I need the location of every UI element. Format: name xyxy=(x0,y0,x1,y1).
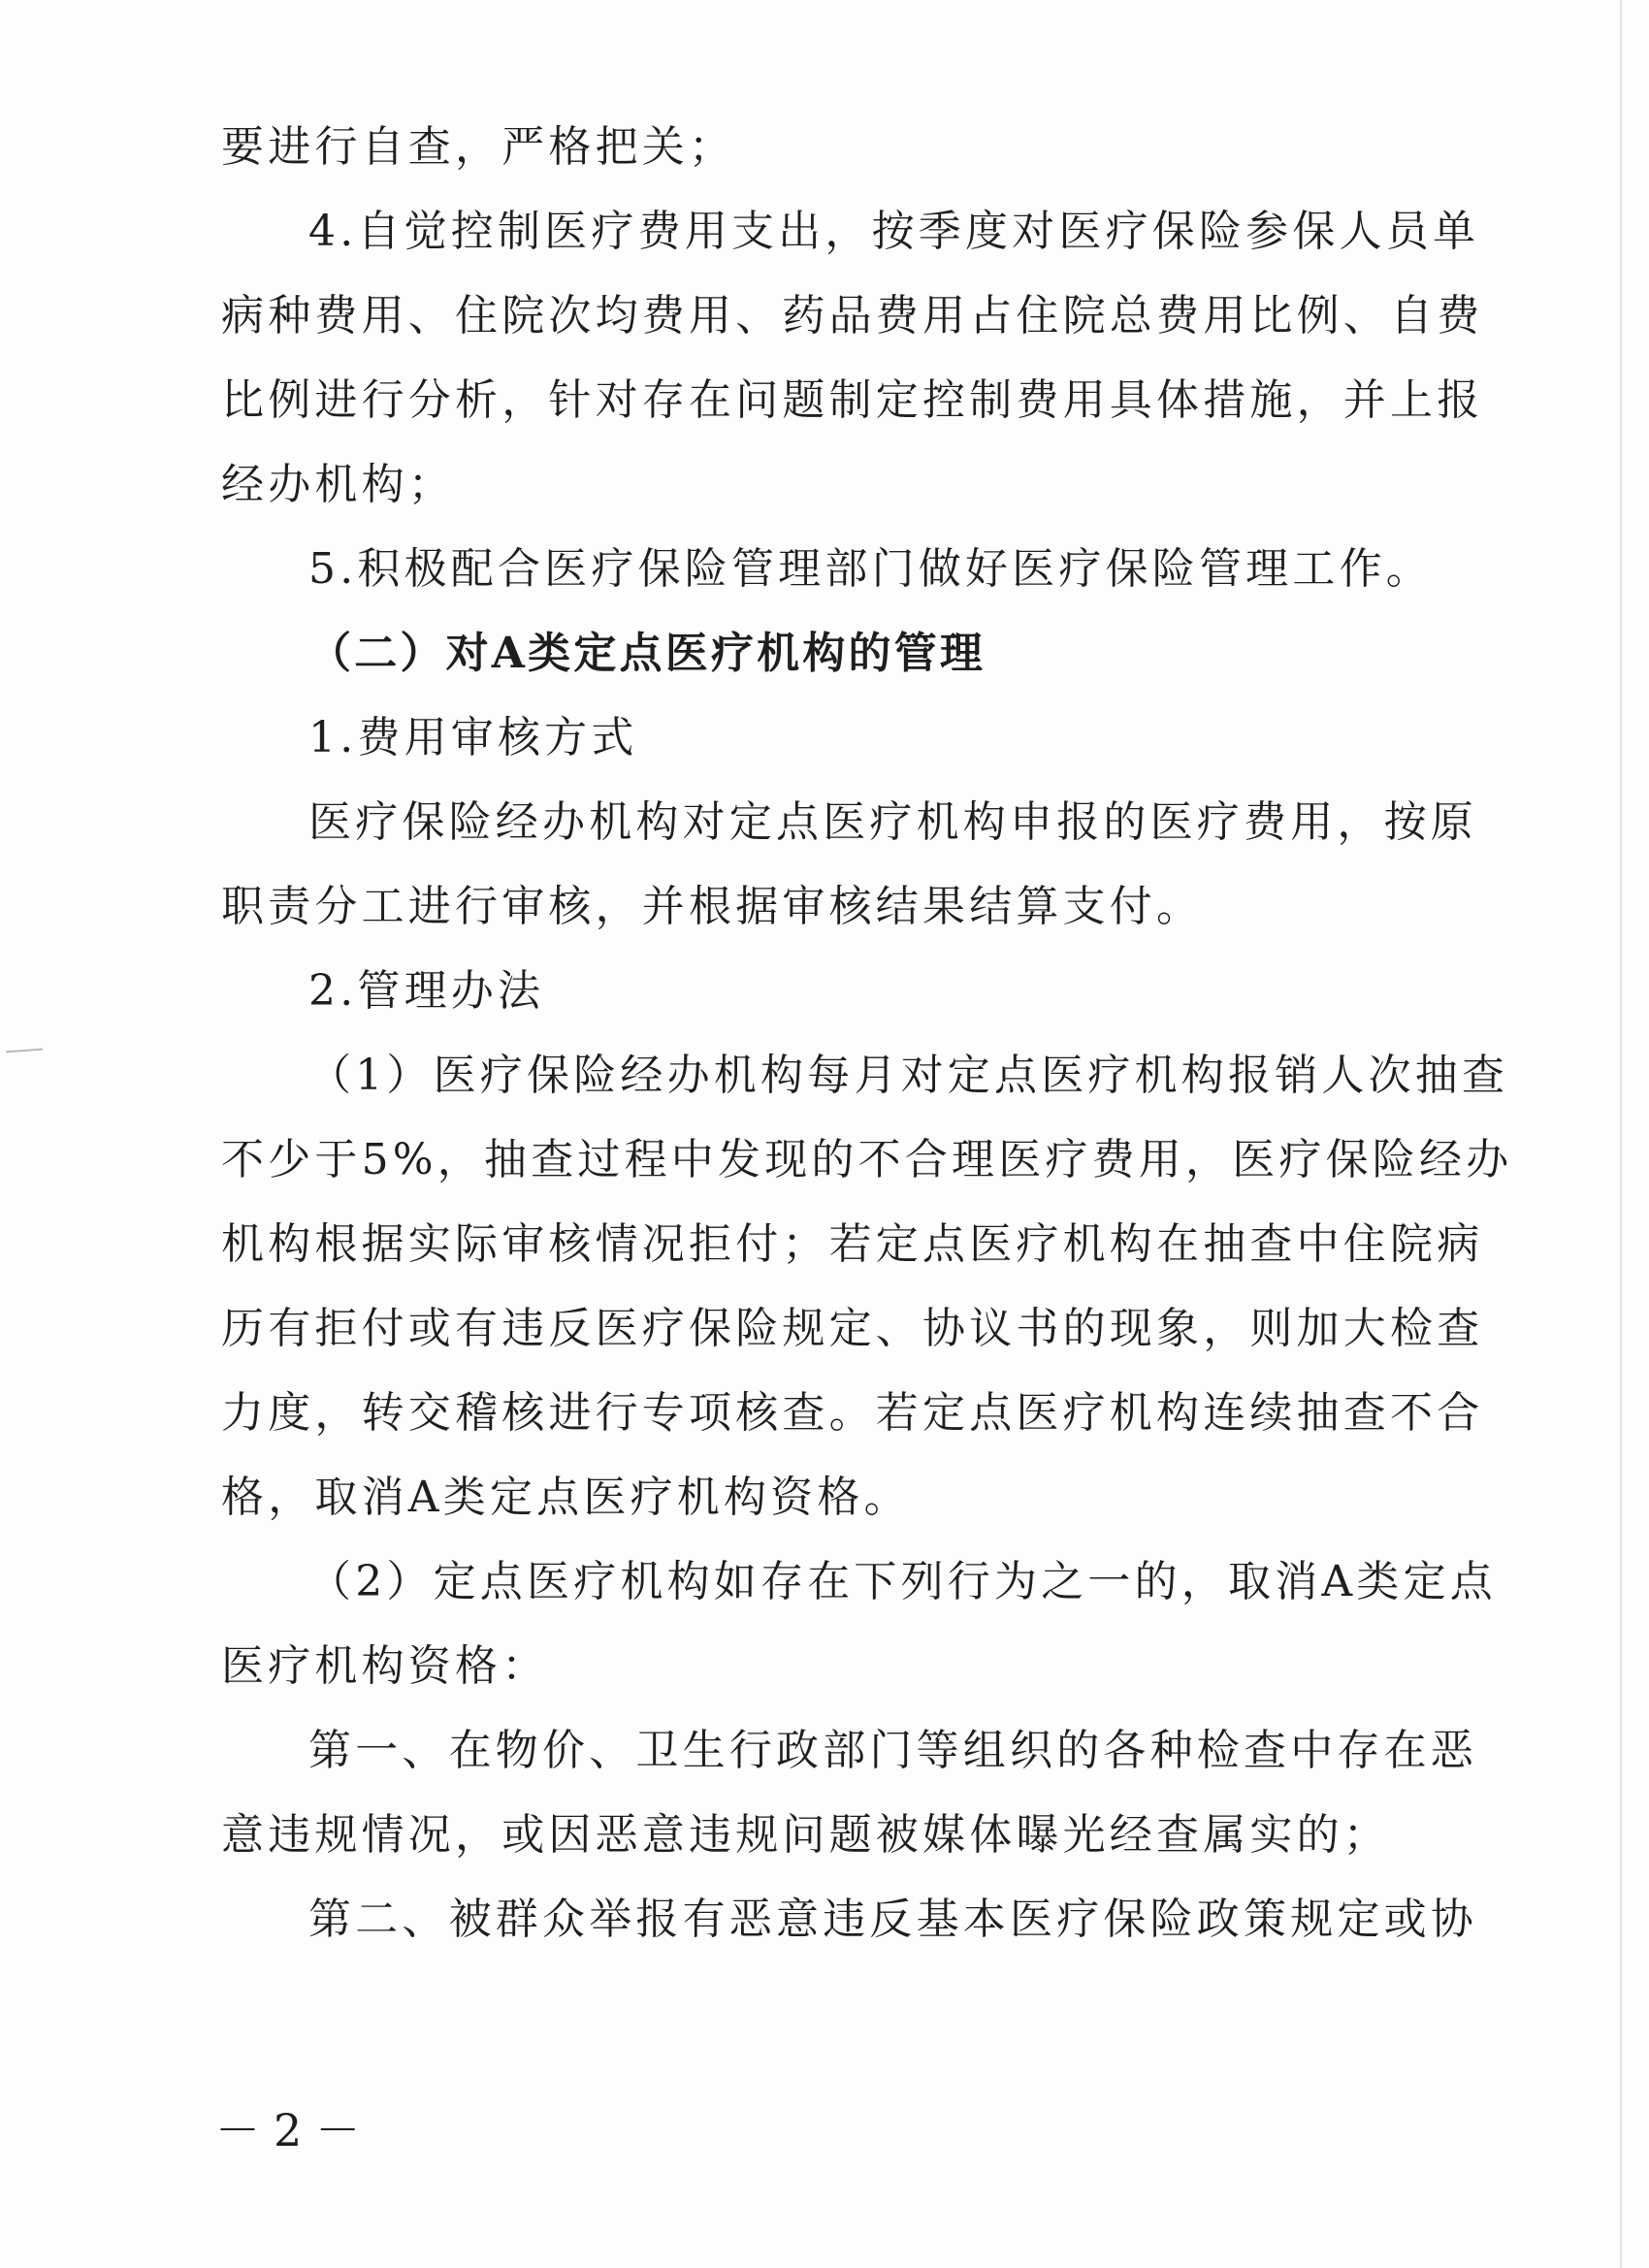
text-line-17: 格，取消A类定点医疗机构资格。 xyxy=(221,1473,911,1522)
text-line-15: 历有拒付或有违反医疗保险规定、协议书的现象，则加大检查 xyxy=(221,1304,1484,1353)
text-line-22: 第二、被群众举报有恶意违反基本医疗保险政策规定或协 xyxy=(308,1895,1477,1944)
text-line-20: 第一、在物价、卫生行政部门等组织的各种检查中存在恶 xyxy=(308,1726,1477,1775)
text-line-14: 机构根据实际审核情况拒付；若定点医疗机构在抽查中住院病 xyxy=(221,1219,1484,1269)
text-line-6: 5.积极配合医疗保险管理部门做好医疗保险管理工作。 xyxy=(308,544,1433,594)
text-line-19: 医疗机构资格： xyxy=(221,1641,549,1691)
text-line-1: 要进行自查，严格把关； xyxy=(221,122,736,172)
section-heading: （二）对A类定点医疗机构的管理 xyxy=(308,629,986,678)
text-line-13: 不少于5%，抽查过程中发现的不合理医疗费用，医疗保险经办 xyxy=(221,1135,1513,1184)
page-number: －2－ xyxy=(215,2104,374,2156)
text-line-10: 职责分工进行审核，并根据审核结果结算支付。 xyxy=(221,882,1204,931)
text-line-9: 医疗保险经办机构对定点医疗机构申报的医疗费用，按原 xyxy=(308,797,1477,847)
text-line-4: 比例进行分析，针对存在问题制定控制费用具体措施，并上报 xyxy=(221,375,1484,425)
text-line-2: 4.自觉控制医疗费用支出，按季度对医疗保险参保人员单 xyxy=(308,207,1480,256)
text-line-5: 经办机构； xyxy=(221,460,455,509)
text-line-16: 力度，转交稽核进行专项核查。若定点医疗机构连续抽查不合 xyxy=(221,1388,1484,1438)
page-edge-shadow xyxy=(1620,0,1622,2268)
text-line-8: 1.费用审核方式 xyxy=(308,713,638,762)
scan-mark xyxy=(6,1049,43,1053)
text-line-11: 2.管理办法 xyxy=(308,966,545,1016)
text-line-21: 意违规情况，或因恶意违规问题被媒体曝光经查属实的； xyxy=(221,1810,1390,1860)
text-line-18: （2）定点医疗机构如存在下列行为之一的，取消A类定点 xyxy=(308,1557,1497,1606)
text-line-3: 病种费用、住院次均费用、药品费用占住院总费用比例、自费 xyxy=(221,291,1484,340)
text-line-12: （1）医疗保险经办机构每月对定点医疗机构报销人次抽查 xyxy=(308,1051,1509,1100)
